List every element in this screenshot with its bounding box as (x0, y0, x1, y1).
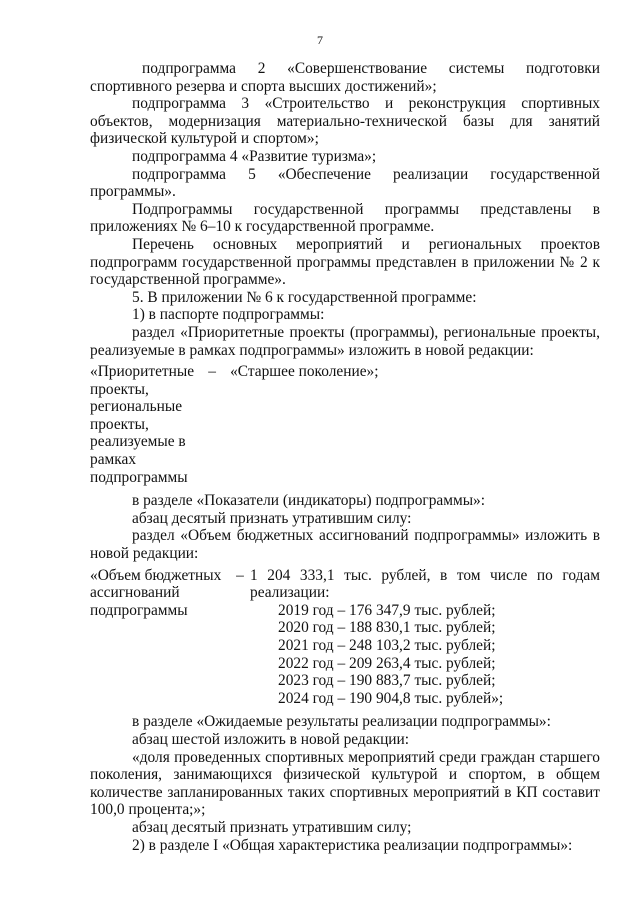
budget-total: 1 204 333,1 тыс. рублей, в том числе по годам реализации: (250, 566, 600, 602)
paragraph: абзац десятый признать утратившим силу; (132, 818, 412, 836)
paragraph: в разделе «Показатели (индикаторы) подпрограммы»: (132, 492, 486, 510)
budget-year: 2021 год – 248 103,2 тыс. рублей; (278, 637, 496, 654)
passport-value: «Старшее поколение»; (230, 363, 379, 381)
passport-value (250, 567, 600, 708)
passport-label: «Приоритетные проекты, региональные проекты, реализуемые в рамках подпрограммы (90, 363, 195, 486)
paragraph: абзац десятый признать утратившим силу: (132, 509, 412, 527)
paragraph: в разделе «Ожидаемые результаты реализации подпрограммы»: (132, 713, 551, 731)
budget-year: 2020 год – 188 830,1 тыс. рублей; (278, 619, 496, 637)
paragraph: Перечень основных мероприятий и региональных проектов подпрограмм государственной программы представлен в приложении № 2 к государственной программе». (90, 235, 600, 289)
paragraph: подпрограмма 3 «Строительство и реконструкция спортивных объектов, модернизация материально-технической базы для занятий физической культурой и спортом»; (90, 95, 600, 148)
passport-table-projects (90, 363, 379, 486)
passport-label: «Объем бюджетных ассигнований подпрограммы (90, 566, 222, 619)
paragraph: 2) в разделе I «Общая характеристика реализации подпрограммы»: (132, 836, 573, 854)
paragraph: 5. В приложении № 6 к государственной программе: (132, 288, 477, 306)
paragraph: подпрограмма 5 «Обеспечение реализации государственной программы». (90, 165, 600, 201)
paragraph: подпрограмма 2 «Совершенствование системы подготовки спортивного резерва и спорта высших достижений»; (90, 60, 600, 95)
page-number: 7 (317, 33, 323, 47)
paragraph: Подпрограммы государственной программы представлены в приложениях № 6–10 к государственной программе. (90, 200, 600, 236)
passport-table-budget (90, 567, 600, 708)
budget-year: 2022 год – 209 263,4 тыс. рублей; (278, 654, 496, 672)
passport-dash: – (236, 566, 244, 584)
document-body (90, 60, 600, 854)
passport-dash: – (208, 363, 216, 381)
budget-year: 2024 год – 190 904,8 тыс. рублей»; (278, 689, 504, 707)
paragraph: раздел «Приоритетные проекты (программы), региональные проекты, реализуемые в рамках подпрограммы» изложить в новой редакции: (90, 323, 600, 359)
budget-year: 2023 год – 190 883,7 тыс. рублей; (278, 672, 496, 690)
paragraph: «доля проведенных спортивных мероприятий среди граждан старшего поколения, занимающихся физической культурой и спортом, в общем количестве запланированных таких спортивных мероприятий в КП составит 100,0 процента;»; (90, 748, 600, 819)
paragraph: раздел «Объем бюджетных ассигнований подпрограммы» изложить в новой редакции: (90, 527, 600, 563)
paragraph: 1) в паспорте подпрограммы: (132, 306, 325, 324)
budget-year: 2019 год – 176 347,9 тыс. рублей; (278, 601, 496, 619)
paragraph: подпрограмма 4 «Развитие туризма»; (132, 147, 377, 165)
paragraph: абзац шестой изложить в новой редакции: (132, 730, 410, 748)
